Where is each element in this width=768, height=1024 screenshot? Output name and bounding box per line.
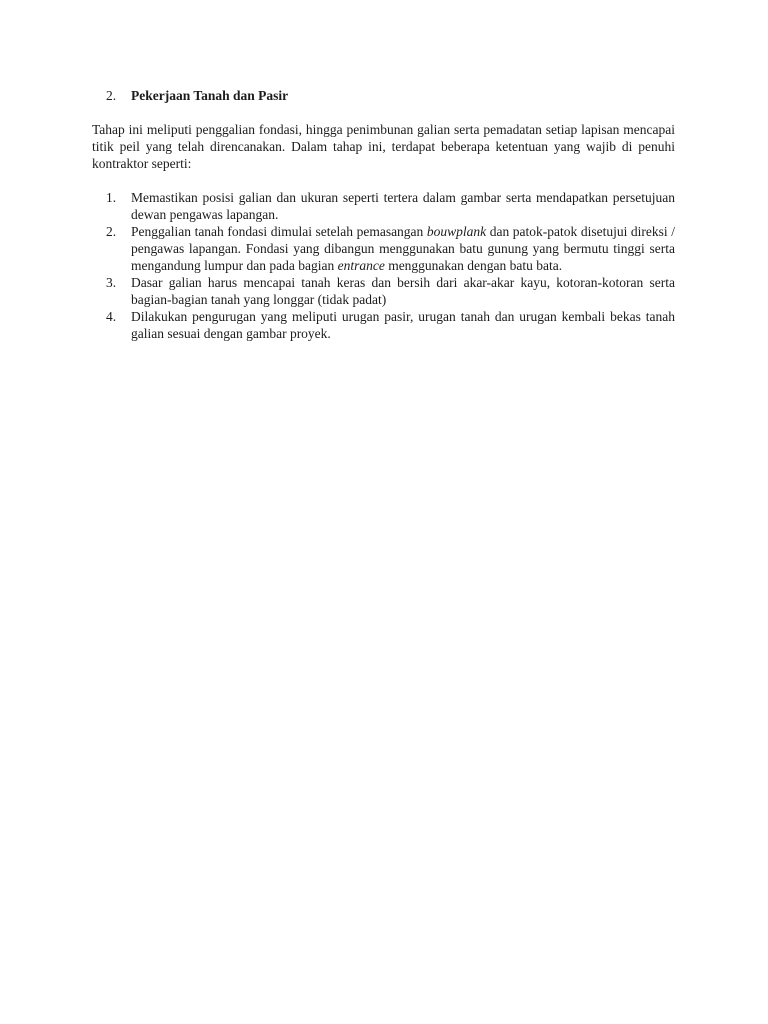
list-item-text: Dilakukan pengurugan yang meliputi urugan pasir, urugan tanah dan urugan kembali bekas tanah galian sesuai dengan gambar proyek. — [131, 309, 675, 341]
italic-term-entrance: entrance — [337, 258, 385, 273]
list-item-text: Memastikan posisi galian dan ukuran seperti tertera dalam gambar serta mendapatkan persetujuan dewan pengawas lapangan. — [131, 190, 675, 222]
list-item-text: Dasar galian harus mencapai tanah keras dan bersih dari akar-akar kayu, kotoran-kotoran serta bagian-bagian tanah yang longgar (tidak padat) — [131, 275, 675, 307]
list-item — [92, 189, 675, 223]
list-item — [92, 223, 675, 274]
intro-paragraph: Tahap ini meliputi penggalian fondasi, hingga penimbunan galian serta pemadatan setiap lapisan mencapai titik peil yang telah direncanakan. Dalam tahap ini, terdapat beberapa ketentuan yang wajib di penuhi kontraktor seperti: — [92, 122, 675, 171]
requirements-list — [92, 189, 675, 342]
list-item-text-part: Penggalian tanah fondasi dimulai setelah pemasangan — [131, 224, 427, 239]
list-item — [92, 308, 675, 342]
list-item-number: 2. — [106, 224, 117, 239]
italic-term-bouwplank: bouwplank — [426, 224, 487, 239]
list-item-text-part: menggunakan dengan batu bata. — [384, 258, 563, 273]
document-page — [92, 0, 675, 1024]
list-item-number: 3. — [106, 275, 117, 290]
section-title: Pekerjaan Tanah dan Pasir — [131, 88, 289, 103]
list-item-text — [131, 224, 675, 273]
list-item-number: 4. — [106, 309, 117, 324]
list-item-number: 1. — [106, 190, 117, 205]
list-item — [92, 274, 675, 308]
section-number: 2. — [106, 88, 117, 103]
section-heading — [106, 88, 288, 104]
list-item-text-part: dan patok-patok disetujui direksi / pengawas lapangan. Fondasi yang dibangun menggunakan batu gunung yang bermutu tinggi serta mengandung lumpur dan pada bagian — [131, 224, 675, 273]
